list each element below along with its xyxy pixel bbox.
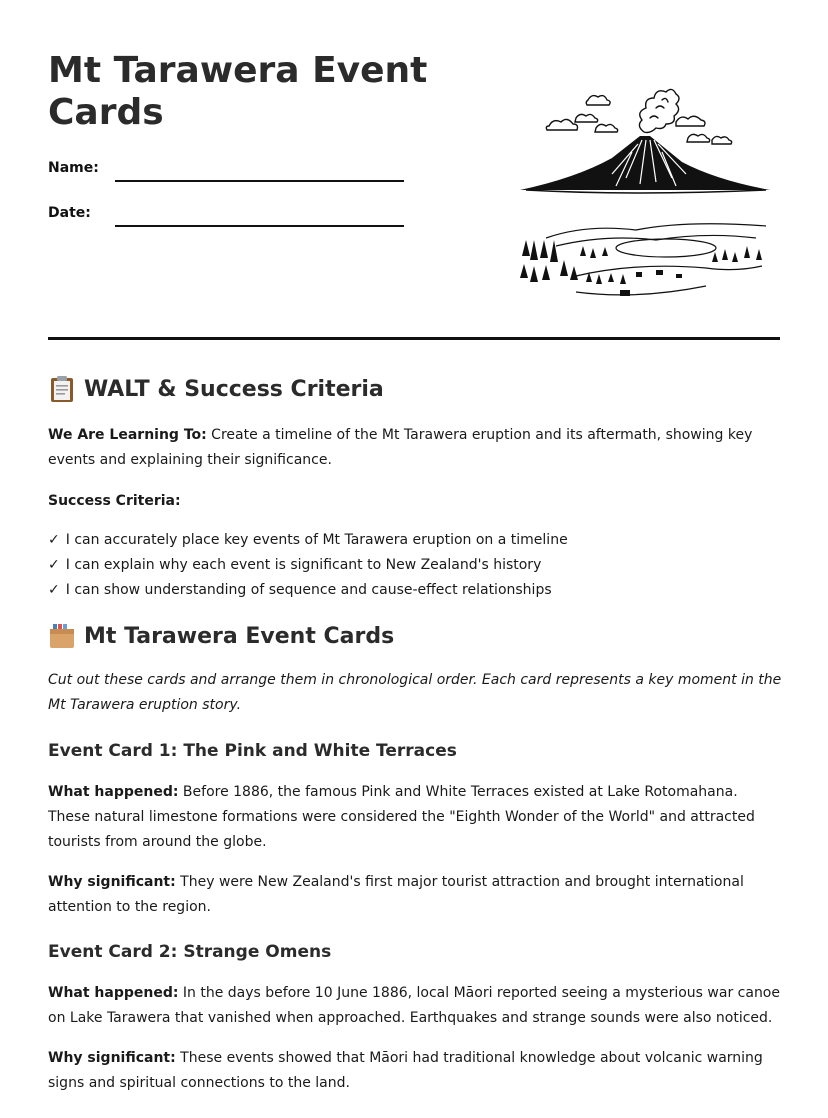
clipboard-icon xyxy=(48,375,76,403)
event-cards-heading xyxy=(48,619,783,653)
date-field[interactable] xyxy=(48,205,408,229)
date-label: Date: xyxy=(48,205,91,221)
event-card-1-what: What happened: Before 1886, the famous Pink and White Terraces existed at Lake Rotomahana. These natural limestone formations were considered the "Eighth Wonder of the World" and attracted tourists from around the globe. xyxy=(48,784,755,850)
walt-statement xyxy=(48,423,783,473)
event-card-1-why: Why significant: They were New Zealand's first major tourist attraction and brought international attention to the region. xyxy=(48,874,744,915)
landscape-illustration xyxy=(516,216,770,298)
walt-label: We Are Learning To: xyxy=(48,427,207,443)
card-file-box-icon xyxy=(48,622,76,650)
check-icon: ✓ xyxy=(48,557,60,573)
volcano-illustration xyxy=(516,78,774,196)
criteria-item: ✓ I can show understanding of sequence and cause-effect relationships xyxy=(48,582,552,598)
event-card-1-title: Event Card 1: The Pink and White Terraces xyxy=(48,741,457,761)
walt-heading-text: WALT & Success Criteria xyxy=(84,376,384,402)
success-criteria-list xyxy=(48,528,783,603)
walt-text: Create a timeline of the Mt Tarawera eruption and its aftermath, showing key events and explaining their significance. xyxy=(48,427,753,468)
name-label: Name: xyxy=(48,160,99,176)
name-write-line[interactable] xyxy=(115,180,404,182)
worksheet-content xyxy=(48,372,783,1096)
header-divider xyxy=(48,337,780,340)
date-write-line[interactable] xyxy=(115,225,404,227)
walt-heading xyxy=(48,372,783,406)
page-title: Mt Tarawera Event Cards xyxy=(48,50,428,133)
event-card-2-why: Why significant: These events showed that Māori had traditional knowledge about volcanic warning signs and spiritual connections to the land. xyxy=(48,1050,763,1091)
instructions: Cut out these cards and arrange them in chronological order. Each card represents a key moment in the Mt Tarawera eruption story. xyxy=(48,672,782,713)
check-icon: ✓ xyxy=(48,532,60,548)
success-criteria-label: Success Criteria: xyxy=(48,493,181,509)
check-icon: ✓ xyxy=(48,582,60,598)
name-field[interactable] xyxy=(48,160,408,184)
event-card-2-title: Event Card 2: Strange Omens xyxy=(48,942,332,962)
event-card-2-what: What happened: In the days before 10 June 1886, local Māori reported seeing a mysterious war canoe on Lake Tarawera that vanished when approached. Earthquakes and strange sounds were also noticed. xyxy=(48,985,780,1026)
criteria-item: ✓ I can explain why each event is significant to New Zealand's history xyxy=(48,557,542,573)
criteria-item: ✓ I can accurately place key events of Mt Tarawera eruption on a timeline xyxy=(48,532,568,548)
event-cards-heading-text: Mt Tarawera Event Cards xyxy=(84,623,395,649)
